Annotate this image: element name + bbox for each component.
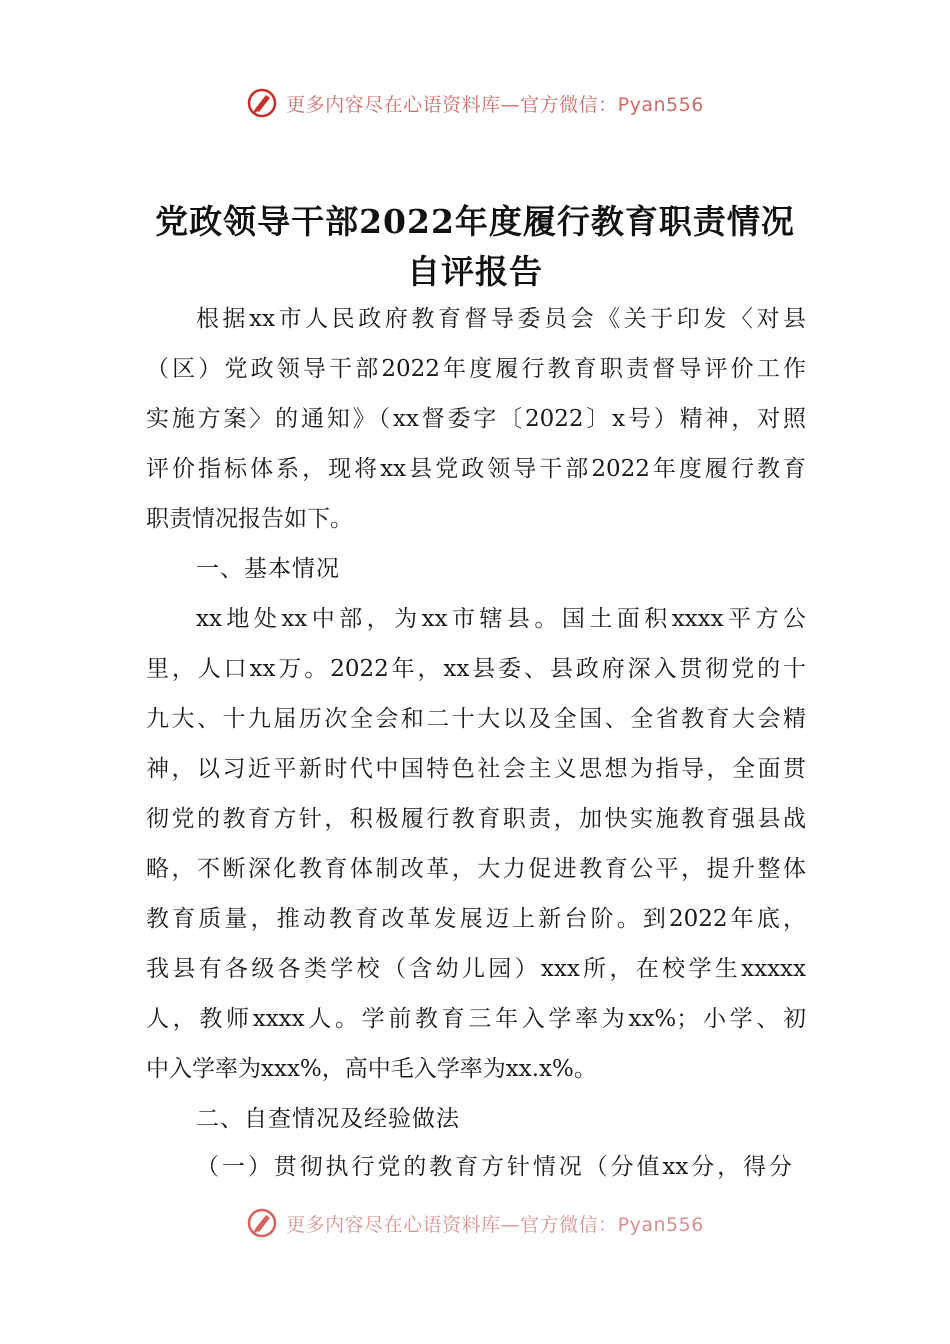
document-title-line-1: 党政领导干部2022年度履行教育职责情况 — [155, 202, 795, 241]
document-title-line-2: 自评报告 — [407, 252, 543, 291]
paragraph-line: （区）党政领导干部2022年度履行教育职责督导评价工作 — [146, 356, 806, 382]
paragraph-line: 人，教师xxxx人。学前教育三年入学率为xx%；小学、初 — [146, 1006, 806, 1032]
paragraph-line: 九大、十九届历次全会和二十大以及全国、全省教育大会精 — [146, 706, 806, 732]
paragraph-line: 里，人口xx万。2022年，xx县委、县政府深入贯彻党的十 — [146, 656, 806, 682]
paragraph-line: xx地处xx中部，为xx市辖县。国土面积xxxx平方公 — [196, 606, 806, 632]
paragraph-line: 实施方案〉的通知》（xx督委字〔2022〕x号）精神，对照 — [146, 406, 806, 432]
paragraph-line: 职责情况报告如下。 — [146, 506, 353, 532]
watermark-header — [0, 86, 950, 120]
pen-logo-icon — [246, 87, 278, 119]
paragraph-line: 神，以习近平新时代中国特色社会主义思想为指导，全面贯 — [146, 756, 806, 782]
paragraph-line: 教育质量，推动教育改革发展迈上新台阶。到2022年底， — [146, 906, 806, 932]
watermark-footer — [0, 1206, 950, 1240]
paragraph-line: 我县有各级各类学校（含幼儿园）xxx所，在校学生xxxxx — [146, 956, 806, 982]
watermark-text: 更多内容尽在心语资料库—官方微信：Pyan556 — [286, 93, 704, 116]
pen-logo-icon — [246, 1207, 278, 1239]
paragraph-line: 略，不断深化教育体制改革，大力促进教育公平，提升整体 — [146, 856, 806, 882]
paragraph-line: 评价指标体系，现将xx县党政领导干部2022年度履行教育 — [146, 456, 806, 482]
paragraph-line: 彻党的教育方针，积极履行教育职责，加快实施教育强县战 — [146, 806, 806, 832]
section-heading-self-check: 二、自查情况及经验做法 — [196, 1106, 460, 1132]
watermark-text: 更多内容尽在心语资料库—官方微信：Pyan556 — [286, 1213, 704, 1236]
subsection-heading: （一）贯彻执行党的教育方针情况（分值xx分，得分 — [196, 1154, 792, 1180]
paragraph-line: 中入学率为xxx%，高中毛入学率为xx.x%。 — [146, 1056, 597, 1082]
section-heading-basic-info: 一、基本情况 — [196, 556, 340, 582]
paragraph-line: 根据xx市人民政府教育督导委员会《关于印发〈对县 — [196, 306, 806, 332]
